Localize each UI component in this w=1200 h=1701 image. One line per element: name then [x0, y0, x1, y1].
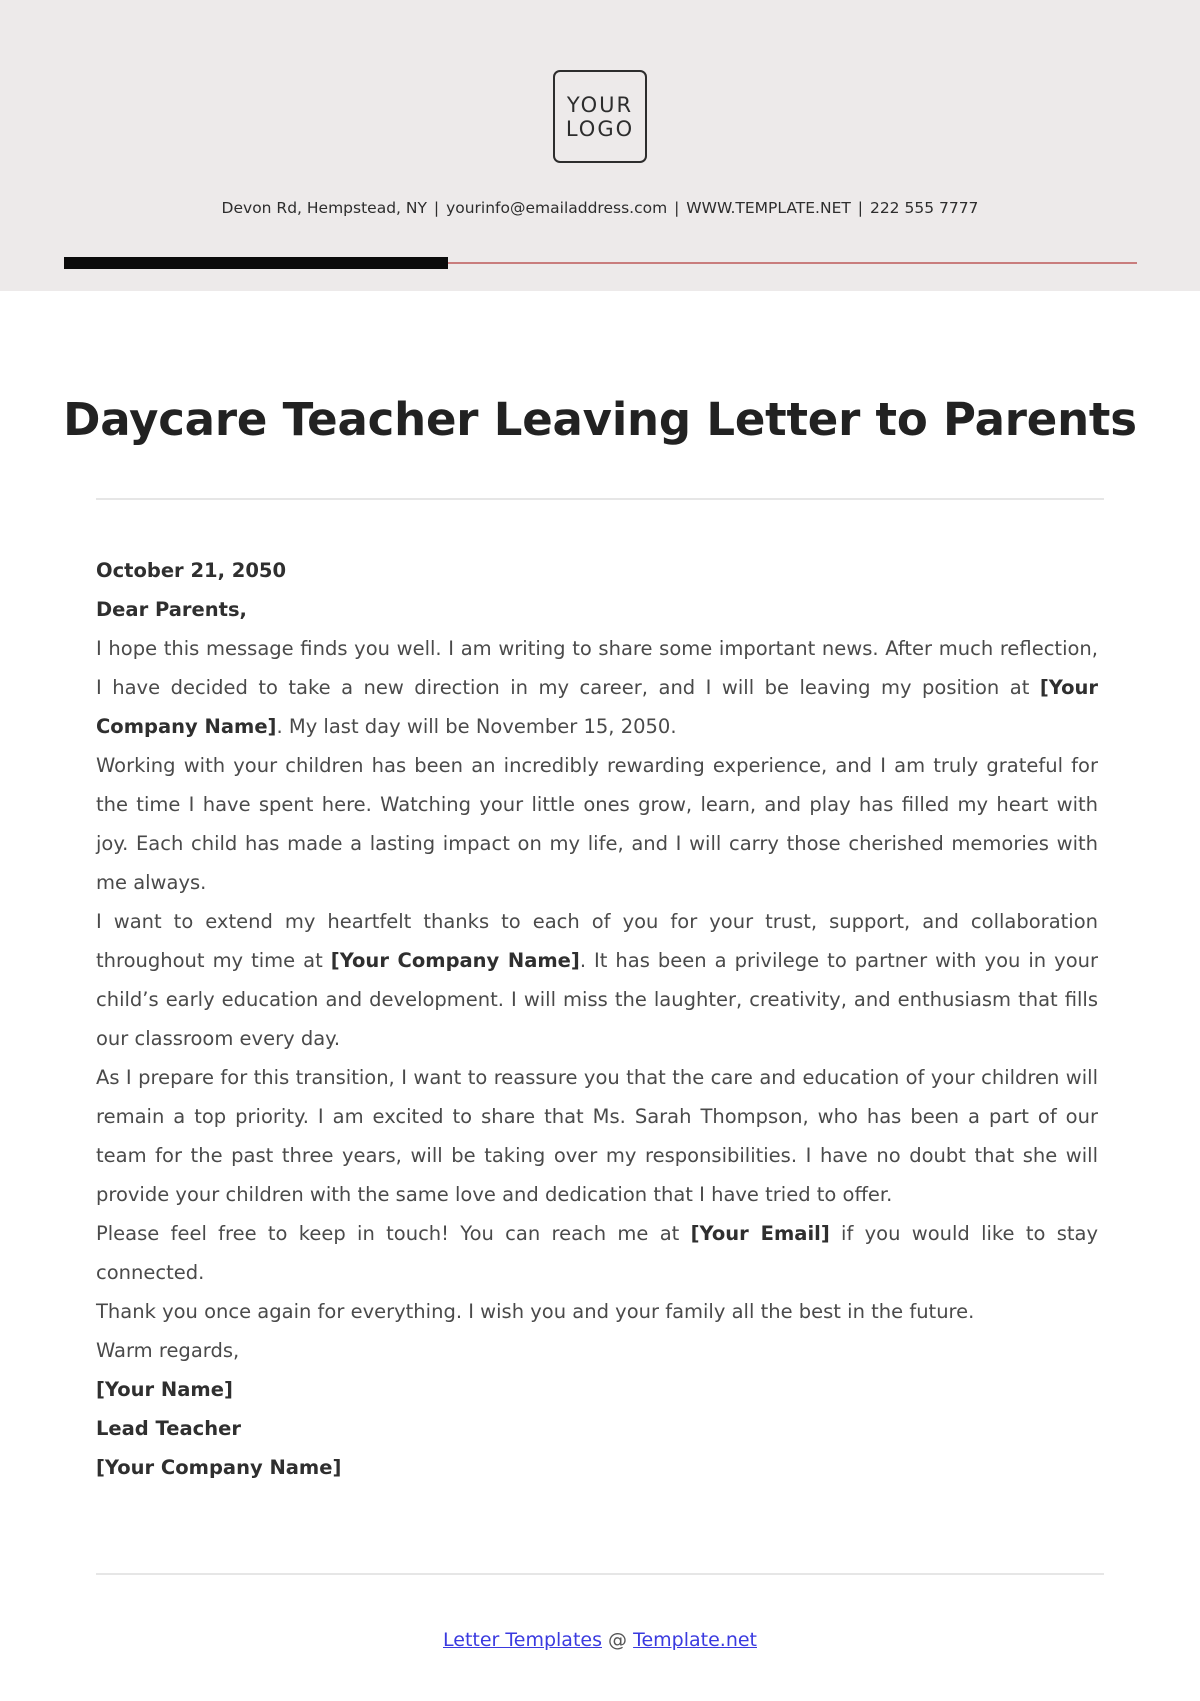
footer — [0, 1629, 1200, 1651]
page-title: Daycare Teacher Leaving Letter to Parents — [63, 393, 1137, 446]
address: Devon Rd, Hempstead, NY — [221, 199, 427, 217]
separator: | — [674, 199, 680, 217]
salutation: Dear Parents, — [96, 598, 247, 621]
signature-role: Lead Teacher — [96, 1417, 241, 1440]
website: WWW.TEMPLATE.NET — [686, 199, 851, 217]
paragraph-5-text-a: Please feel free to keep in touch! You can reach me at — [96, 1222, 691, 1245]
email: yourinfo@emailaddress.com — [446, 199, 668, 217]
contact-line — [0, 199, 1200, 217]
logo-text-line1: YOUR — [566, 92, 634, 117]
letter-date: October 21, 2050 — [96, 559, 287, 582]
paragraph-5 — [96, 1214, 1098, 1292]
letter-templates-link[interactable]: Letter Templates — [443, 1629, 602, 1651]
paragraph-3-text-b: . It has been a privilege to partner with you in your child’s early education and development. I will miss the laughter, creativity, and enthusiasm that fills our classroom every day. — [96, 949, 1098, 1050]
letter-body — [96, 551, 1098, 1487]
closing: Warm regards, — [96, 1339, 240, 1362]
paragraph-1 — [96, 629, 1098, 746]
phone: 222 555 7777 — [869, 199, 979, 217]
paragraph-2: Working with your children has been an incredibly rewarding experience, and I am truly grateful for the time I have spent here. Watching your little ones grow, learn, and play has filled my heart with joy. Each child has made a lasting impact on my life, and I will carry those cherished memories with me always. — [96, 754, 1098, 894]
logo-placeholder — [553, 70, 647, 163]
letterhead — [0, 0, 1200, 291]
paragraph-3 — [96, 902, 1098, 1058]
company-name-placeholder: [Your Company Name] — [330, 949, 580, 972]
signature-name: [Your Name] — [96, 1378, 233, 1401]
divider-top — [96, 498, 1104, 500]
paragraph-1-text-a: I hope this message finds you well. I am writing to share some important news. After much reflection, I have decided to take a new direction in my career, and I will be leaving my position at — [96, 637, 1098, 699]
paragraph-6: Thank you once again for everything. I wish you and your family all the best in the future. — [96, 1300, 975, 1323]
company-name-placeholder: [Your Company Name] — [96, 676, 1098, 738]
separator: | — [857, 199, 864, 217]
paragraph-1-text-b: . My last day will be November 15, 2050. — [276, 715, 677, 738]
accent-bar-black — [64, 257, 448, 269]
signature-company: [Your Company Name] — [96, 1456, 342, 1479]
template-net-link[interactable]: Template.net — [633, 1629, 757, 1651]
paragraph-5-text-b: if you would like to stay connected. — [96, 1222, 1098, 1284]
paragraph-3-text-a: I want to extend my heartfelt thanks to each of you for your trust, support, and collaboration throughout my time at — [96, 910, 1098, 972]
accent-line-red — [448, 262, 1137, 264]
divider-bottom — [96, 1573, 1104, 1575]
footer-at: @ — [608, 1629, 628, 1651]
paragraph-4: As I prepare for this transition, I want to reassure you that the care and education of your children will remain a top priority. I am excited to share that Ms. Sarah Thompson, who has been a part of our team for the past three years, will be taking over my responsibilities. I have no doubt that she will provide your children with the same love and dedication that I have tried to offer. — [96, 1066, 1098, 1206]
logo-text-line2: LOGO — [565, 116, 635, 141]
email-placeholder: [Your Email] — [690, 1222, 830, 1245]
separator: | — [433, 199, 440, 217]
